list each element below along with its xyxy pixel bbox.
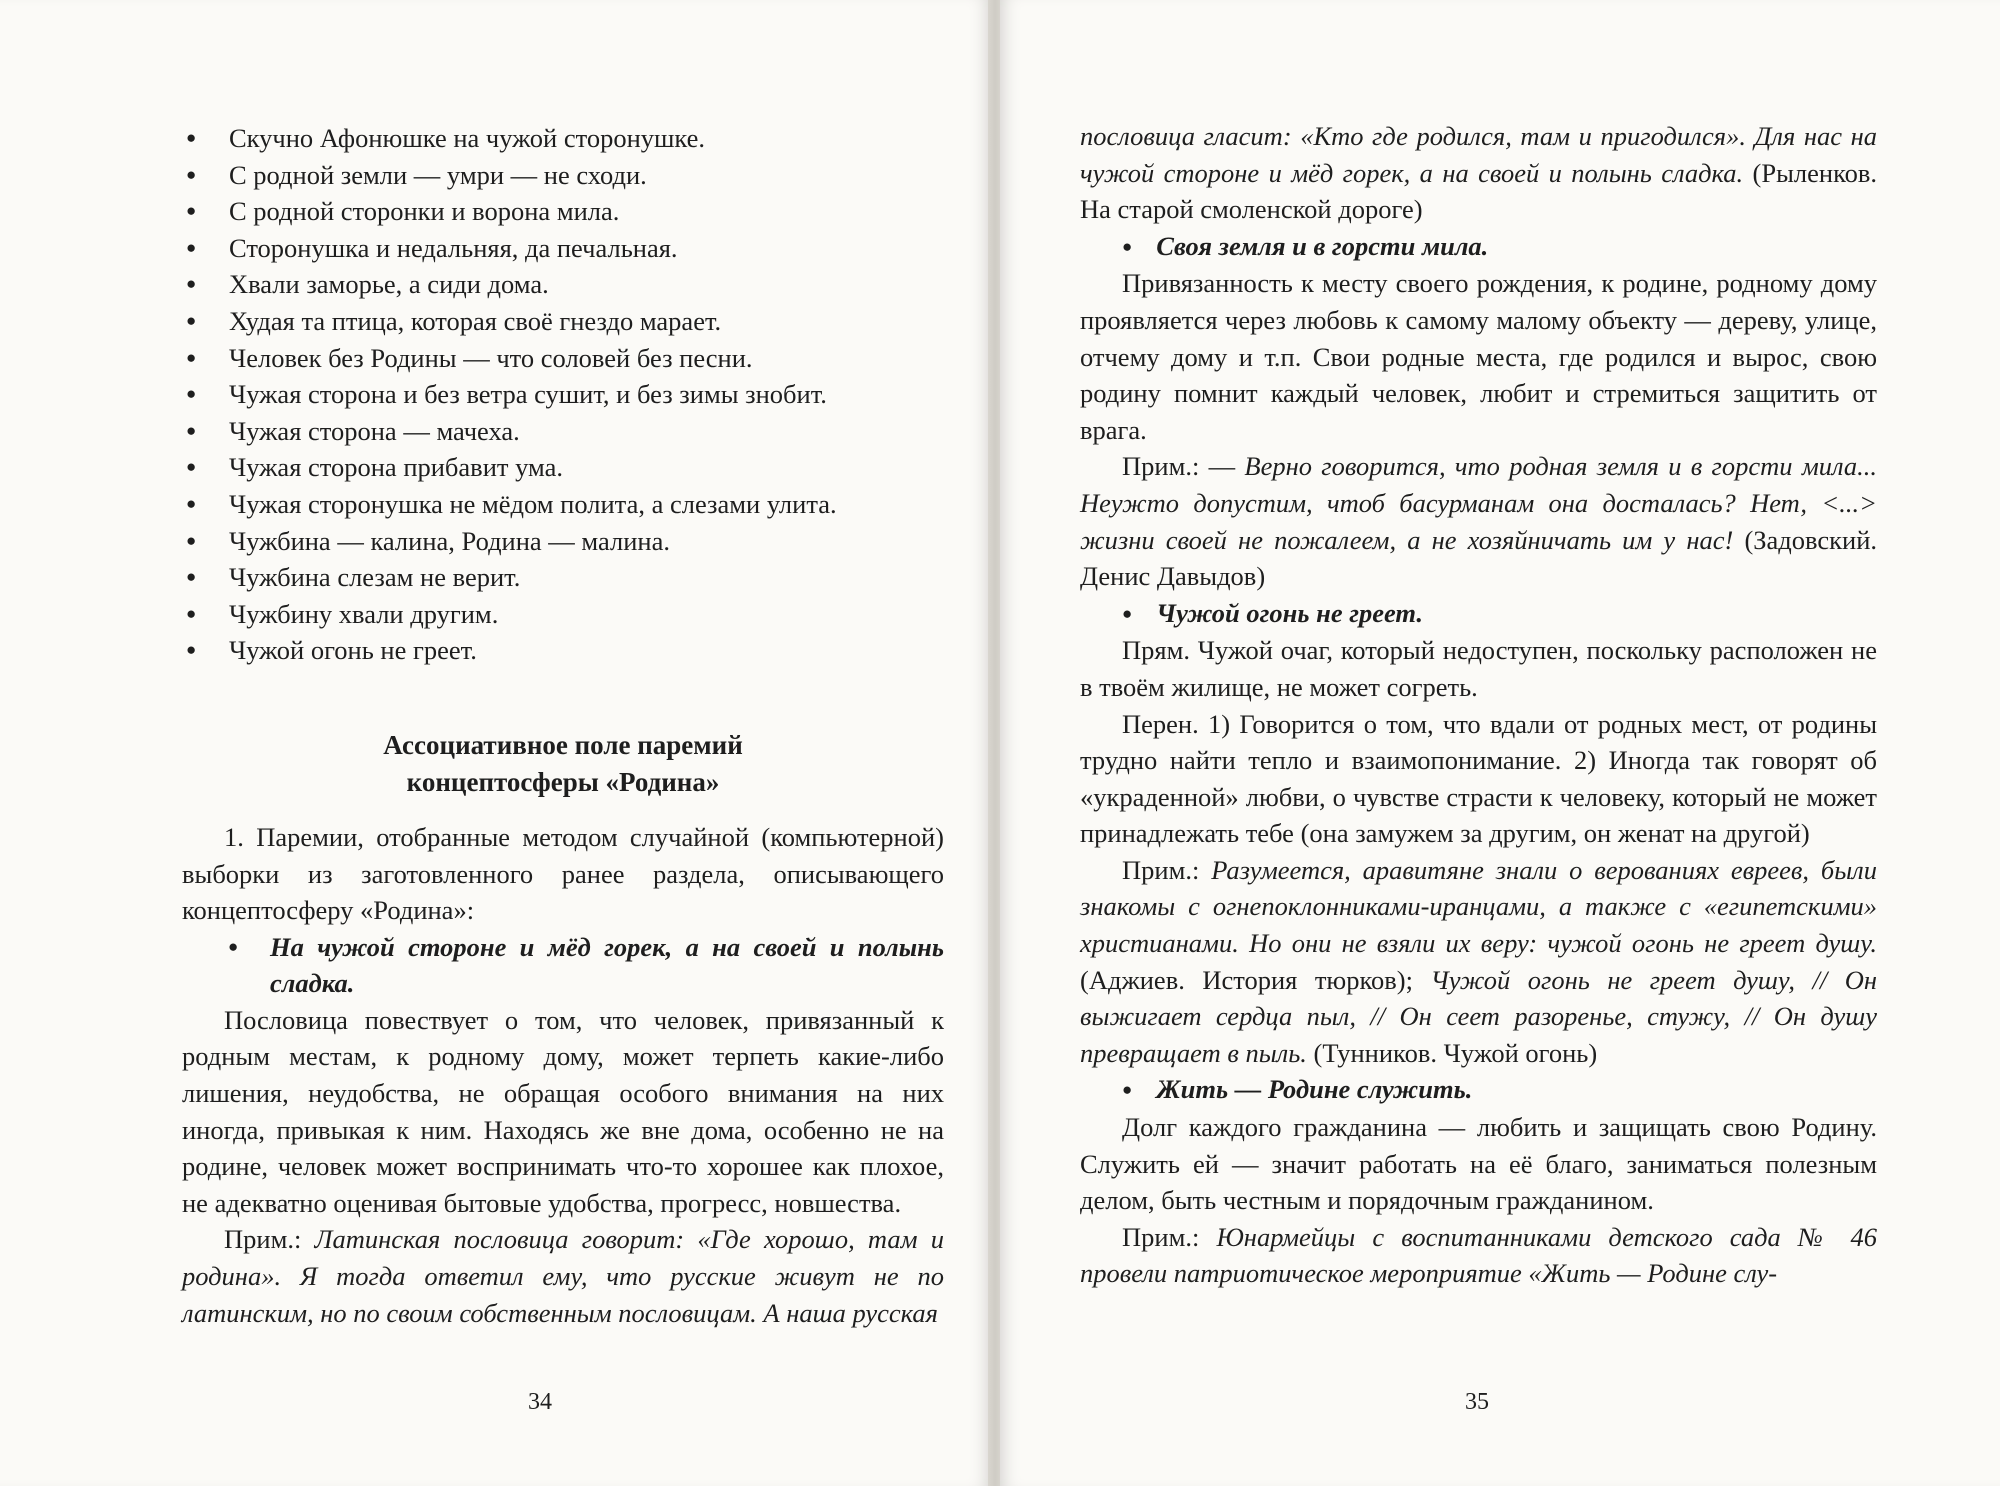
example-quote: Латинская пословица говорит: «Где хорошо, там и родина». Я тогда ответил ему, что русские живут не по латинским, но по своим собственным пословицам. А наша русская [182,1224,944,1328]
example-quote: Разумеется, аравитяне знали о верованиях евреев, были знакомы с огнепоклонниками-иранцами, а также с «египетскими» христианами. Но они не взяли их веру: чужой огонь не греет душу. [1080,854,1877,959]
example-label: Прим.: [1122,451,1200,482]
example-quote: Верно говорится, что родная земля и в горсти мила... Неужто допустим, чтоб басурманам она досталась? Нет, <...> жизни своей не пожалеем, а не хозяйничать им у нас! [1080,451,1877,555]
example-quote: Чужой огонь не греет душу, // Он выжигает сердца пыл, // Он сеет разоренье, стужу, // Он душу превращает в пыль. [1080,964,1877,1068]
page-number-left: 34 [528,1389,552,1415]
headword-text: Жить — Родине служить. [1156,1074,1473,1105]
headword-proverb [1080,1071,1877,1109]
proverb-item: ● Чужая сторона прибавит ума. [182,449,944,486]
figurative-meaning-paragraph: Перен. 1) Говорится о том, что вдали от родных мест, от родины трудно найти тепло и взаимопонимание. 2) Иногда так говорят об «украденной» любви, о чувстве страсти к человеку, который не может принадлежать тебе (она замужем за другим, он женат на другой) [1080,708,1877,849]
proverb-item: ● Хвали заморье, а сиди дома. [182,266,944,303]
left-page-text [182,120,944,1331]
proverb-item: ● Человек без Родины — что соловей без песни. [182,340,944,377]
page-number-right: 35 [1465,1389,1489,1415]
proverb-item: ● Чужбину хвали другим. [182,596,944,633]
proverb-item: ● Чужая сторонушка не мёдом полита, а слезами улита. [182,486,944,523]
example-label: Прим.: [224,1224,302,1255]
proverb-item: ● Чужбина слезам не верит. [182,559,944,596]
headword-text: Своя земля и в горсти мила. [1156,230,1489,261]
literal-meaning-paragraph: Прям. Чужой очаг, который недоступен, поскольку расположен не в твоём жилище, не может согреть. [1080,635,1877,702]
section-heading-line-1: Ассоциативное поле паремий [383,729,743,760]
proverb-item: ● Чужбина — калина, Родина — малина. [182,523,944,560]
example-label: Прим.: [1122,854,1200,885]
explanation-paragraph: Пословица повествует о том, что человек, привязанный к родным местам, к родному дому, может терпеть какие-либо лишения, неудобства, не обращая особого внимания на них иногда, привыкая к ним. Находясь же вне дома, особенно не на родине, человек может воспринимать что-то хорошее как плохое, не адекватно оценивая бытовые удобства, прогресс, новшества. [182,1004,944,1218]
example-dash: — [1208,451,1236,482]
right-page [1000,0,2000,1486]
headword-proverb [1080,228,1877,266]
example-paragraph [1080,1219,1877,1292]
headword-proverb [1080,595,1877,633]
continued-example [1080,118,1877,228]
intro-paragraph: 1. Паремии, отобранные методом случайной (компьютерной) выборки из заготовленного ранее раздела, описывающего концептосферу «Родина»: [182,821,944,926]
bullet-icon: ● [1122,603,1133,623]
proverb-item: ● Скучно Афонюшке на чужой сторонушке. [182,120,944,157]
example-paragraph [1080,852,1877,1072]
proverb-item: ● Сторонушка и недальняя, да печальная. [182,230,944,267]
example-source: (Аджиев. История тюрков); [1080,964,1413,995]
continued-quote: пословица гласит: «Кто где родился, там и пригодился». Для нас на чужой стороне и мёд горек, а на своей и полынь сладка. [1080,121,1877,188]
example-label: Прим.: [1122,1221,1200,1252]
proverb-list [182,120,944,669]
proverb-item: ● Чужая сторона и без ветра сушит, и без зимы знобит. [182,376,944,413]
example-source: (Задовский. Денис Давыдов) [1080,524,1878,592]
proverb-item: ● Чужая сторона — мачеха. [182,413,944,450]
right-page-text [1080,118,1877,1292]
headword-proverb: ● На чужой стороне и мёд горек, а на своей и полынь сладка. [182,929,944,1002]
proverb-item: ● Худая та птица, которая своё гнездо марает. [182,303,944,340]
example-paragraph [182,1221,944,1331]
proverb-item: ● Чужой огонь не греет. [182,632,944,669]
headword-text: Чужой огонь не греет. [1156,597,1423,628]
proverb-item: ● С родной земли — умри — не сходи. [182,157,944,194]
example-source: (Тунников. Чужой огонь) [1313,1037,1598,1068]
left-page [0,0,990,1486]
proverb-item: ● С родной сторонки и ворона мила. [182,193,944,230]
section-heading [182,727,944,801]
example-paragraph [1080,448,1877,594]
example-quote: Юнармейцы с воспитанниками детского сада № 46 провели патриотическое мероприятие «Жить — Родине слу- [1080,1221,1877,1289]
continued-source: (Рыленков. На старой смоленской дороге) [1080,157,1877,225]
explanation-paragraph: Долг каждого гражданина — любить и защищать свою Родину. Служить ей — значит работать на её благо, заниматься полезным делом, быть честным и порядочным гражданином. [1080,1112,1877,1216]
explanation-paragraph: Привязанность к месту своего рождения, к родине, родному дому проявляется через любовь к самому малому объекту — дереву, улице, отчему дому и т.п. Свои родные места, где родился и вырос, свою родину помнит каждый человек, любит и стремиться защитить от врага. [1080,268,1877,445]
section-heading-line-2: концептосферы «Родина» [406,766,720,797]
bullet-icon: ● [1122,1080,1133,1100]
bullet-icon: ● [1122,236,1133,256]
